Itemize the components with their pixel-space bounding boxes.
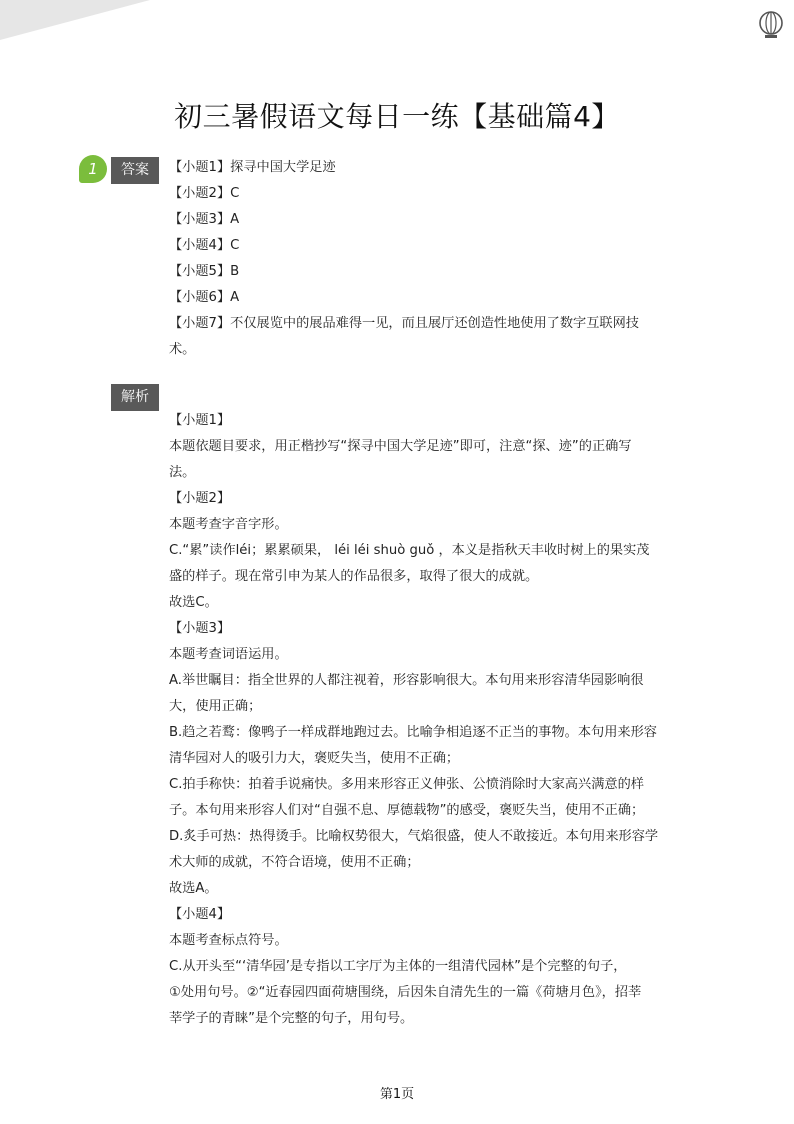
answer-line: 【小题2】C bbox=[169, 186, 240, 201]
page-number: 第1页 bbox=[379, 1087, 415, 1102]
answer-line: 【小题1】探寻中国大学足迹 bbox=[169, 160, 336, 175]
answer-line: 【小题3】A bbox=[169, 212, 240, 227]
analysis-line: 【小题1】 bbox=[169, 413, 231, 428]
analysis-line: ①处用句号。②“近春园四面荷塘围绕，后因朱自清先生的一篇《荷塘月色》，招莘 bbox=[169, 985, 642, 1000]
answer-tag: 答案 bbox=[111, 157, 159, 184]
answer-line: 【小题7】不仅展览中的展品难得一见，而且展厅还创造性地使用了数字互联网技 bbox=[169, 316, 639, 331]
answer-line: 【小题6】A bbox=[169, 290, 240, 305]
analysis-line: 盛的样子。现在常引申为某人的作品很多，取得了很大的成就。 bbox=[169, 569, 539, 584]
answer-line: 【小题5】B bbox=[169, 264, 240, 279]
analysis-line: 莘学子的青睐”是个完整的句子，用句号。 bbox=[169, 1011, 414, 1026]
analysis-line: 大，使用正确； bbox=[169, 699, 262, 714]
question-number-badge: 1 bbox=[79, 155, 107, 183]
analysis-line: 本题考查字音字形。 bbox=[169, 517, 288, 532]
analysis-line: D.炙手可热：热得烫手。比喻权势很大，气焰很盛，使人不敢接近。本句用来形容学 bbox=[169, 829, 659, 844]
analysis-line: C.从开头至“‘清华园’是专指以工字厅为主体的一组清代园林”是个完整的句子， bbox=[169, 959, 627, 974]
corner-decoration bbox=[0, 0, 150, 40]
analysis-line: 故选C。 bbox=[169, 595, 218, 610]
analysis-line: 【小题2】 bbox=[169, 491, 231, 506]
analysis-line: A.举世瞩目：指全世界的人都注视着，形容影响很大。本句用来形容清华园影响很 bbox=[169, 673, 644, 688]
analysis-line: 故选A。 bbox=[169, 881, 218, 896]
analysis-line: 本题考查词语运用。 bbox=[169, 647, 288, 662]
analysis-line: 【小题4】 bbox=[169, 907, 231, 922]
analysis-block bbox=[169, 408, 699, 1032]
analysis-line: B.趋之若鹜：像鸭子一样成群地跑过去。比喻争相追逐不正当的事物。本句用来形容 bbox=[169, 725, 657, 740]
analysis-line: 【小题3】 bbox=[169, 621, 231, 636]
analysis-line: 本题考查标点符号。 bbox=[169, 933, 288, 948]
analysis-tag: 解析 bbox=[111, 384, 159, 411]
answer-line: 术。 bbox=[169, 342, 196, 357]
answer-line: 【小题4】C bbox=[169, 238, 240, 253]
analysis-line: 子。本句用来形容人们对“自强不息、厚德载物”的感受，褒贬失当，使用不正确； bbox=[169, 803, 645, 818]
analysis-line: 清华园对人的吸引力大，褒贬失当，使用不正确； bbox=[169, 751, 460, 766]
lantern-emblem-icon bbox=[757, 10, 785, 40]
analysis-line: 术大师的成就，不符合语境，使用不正确； bbox=[169, 855, 420, 870]
analysis-line: C.拍手称快：拍着手说痛快。多用来形容正义伸张、公愤消除时大家高兴满意的样 bbox=[169, 777, 644, 792]
analysis-line: C.“累”读作léi；累累硕果， léi léi shuò guǒ ，本义是指秋天丰收时树上的果实茂 bbox=[169, 543, 650, 558]
analysis-line: 本题依题目要求，用正楷抄写“探寻中国大学足迹”即可，注意“探、迹”的正确写 bbox=[169, 439, 632, 454]
answer-block bbox=[169, 155, 699, 363]
analysis-line: 法。 bbox=[169, 465, 196, 480]
page-title: 初三暑假语文每日一练【基础篇4】 bbox=[174, 100, 620, 133]
